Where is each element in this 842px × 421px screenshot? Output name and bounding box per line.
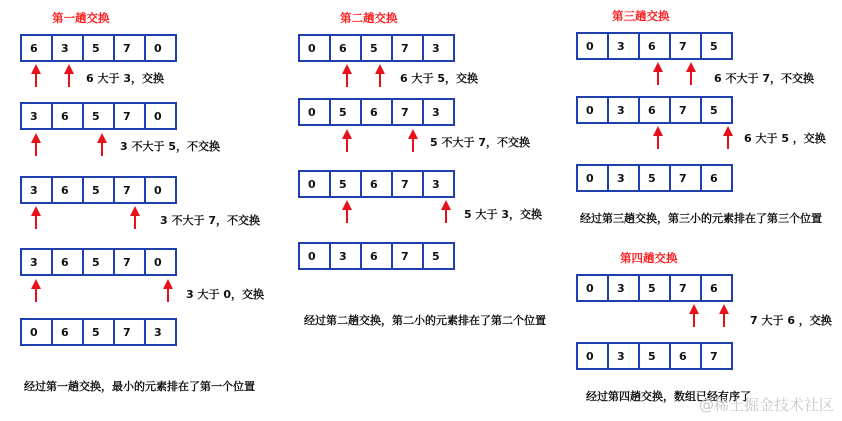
pass3-step2-note: 6 大于 5 ，交换 [744,132,826,145]
pass2-step3-array [298,170,453,198]
pass3-result-array [576,164,731,192]
array-cell: 5 [82,34,115,62]
array-cell: 7 [113,176,146,204]
pass4-step1-note: 7 大于 6 ，交换 [750,314,832,327]
array-cell: 6 [638,32,671,60]
array-cell: 6 [329,34,362,62]
array-cell: 7 [669,274,702,302]
array-cell: 5 [422,242,455,270]
array-cell: 5 [700,32,733,60]
array-cell: 3 [607,274,640,302]
pass3-title: 第三趟交换 [612,9,670,23]
pass1-step1-note: 6 大于 3，交换 [86,72,164,85]
pass3-step1-array [576,32,731,60]
array-cell: 6 [360,170,393,198]
array-cell: 0 [576,274,609,302]
array-cell: 5 [360,34,393,62]
array-cell: 0 [576,164,609,192]
pass2-step2-note: 5 不大于 7，不交换 [430,136,530,149]
array-cell: 3 [422,34,455,62]
array-cell: 7 [391,170,424,198]
array-cell: 7 [669,32,702,60]
pass2-result-array [298,242,453,270]
pass2-step1-note: 6 大于 5，交换 [400,72,478,85]
array-cell: 3 [422,98,455,126]
array-cell: 5 [700,96,733,124]
array-cell: 3 [422,170,455,198]
array-cell: 7 [113,34,146,62]
array-cell: 6 [51,176,84,204]
array-cell: 3 [607,32,640,60]
pass4-title: 第四趟交换 [620,251,678,265]
pass4-result-array [576,342,731,370]
pass2-title: 第二趟交换 [340,11,398,25]
watermark: @稀土掘金技术社区 [698,396,834,414]
array-cell: 6 [638,96,671,124]
array-cell: 0 [576,342,609,370]
array-cell: 6 [20,34,53,62]
pass4-summary: 经过第四趟交换，数组已经有序了 [586,390,751,403]
array-cell: 6 [51,102,84,130]
array-cell: 3 [144,318,177,346]
array-cell: 0 [576,32,609,60]
pass3-step2-array [576,96,731,124]
array-cell: 7 [113,102,146,130]
array-cell: 7 [391,34,424,62]
array-cell: 5 [82,176,115,204]
pass1-step3-note: 3 不大于 7，不交换 [160,214,260,227]
array-cell: 5 [329,170,362,198]
array-cell: 6 [51,248,84,276]
pass1-step4-array [20,248,175,276]
array-cell: 5 [329,98,362,126]
pass1-summary: 经过第一趟交换，最小的元素排在了第一个位置 [24,380,255,393]
array-cell: 5 [82,248,115,276]
array-cell: 7 [391,242,424,270]
array-cell: 7 [391,98,424,126]
array-cell: 0 [144,34,177,62]
array-cell: 5 [638,164,671,192]
array-cell: 0 [144,176,177,204]
array-cell: 3 [329,242,362,270]
array-cell: 0 [576,96,609,124]
array-cell: 7 [700,342,733,370]
pass3-summary: 经过第三趟交换，第三小的元素排在了第三个位置 [580,212,822,225]
pass3-step1-note: 6 不大于 7，不交换 [714,72,814,85]
array-cell: 3 [607,96,640,124]
array-cell: 7 [113,248,146,276]
pass1-step4-note: 3 大于 0，交换 [186,288,264,301]
array-cell: 6 [360,242,393,270]
pass1-step3-array [20,176,175,204]
pass2-step3-note: 5 大于 3，交换 [464,208,542,221]
array-cell: 6 [700,164,733,192]
pass4-step1-array [576,274,731,302]
pass2-step2-array [298,98,453,126]
array-cell: 3 [20,248,53,276]
array-cell: 5 [638,274,671,302]
array-cell: 7 [113,318,146,346]
array-cell: 0 [298,242,331,270]
pass1-step2-note: 3 不大于 5，不交换 [120,140,220,153]
array-cell: 0 [298,170,331,198]
array-cell: 6 [360,98,393,126]
array-cell: 0 [144,102,177,130]
pass1-step2-array [20,102,175,130]
array-cell: 6 [51,318,84,346]
array-cell: 7 [669,164,702,192]
pass1-title: 第一趟交换 [52,11,110,25]
array-cell: 0 [298,34,331,62]
array-cell: 3 [607,342,640,370]
array-cell: 6 [700,274,733,302]
pass2-step1-array [298,34,453,62]
array-cell: 3 [20,102,53,130]
array-cell: 5 [82,318,115,346]
array-cell: 3 [20,176,53,204]
array-cell: 5 [82,102,115,130]
array-cell: 3 [607,164,640,192]
array-cell: 5 [638,342,671,370]
array-cell: 3 [51,34,84,62]
array-cell: 0 [298,98,331,126]
array-cell: 6 [669,342,702,370]
pass1-result-array [20,318,175,346]
pass2-summary: 经过第二趟交换，第二小的元素排在了第二个位置 [304,314,546,327]
pass1-step1-array [20,34,175,62]
array-cell: 0 [20,318,53,346]
array-cell: 7 [669,96,702,124]
array-cell: 0 [144,248,177,276]
